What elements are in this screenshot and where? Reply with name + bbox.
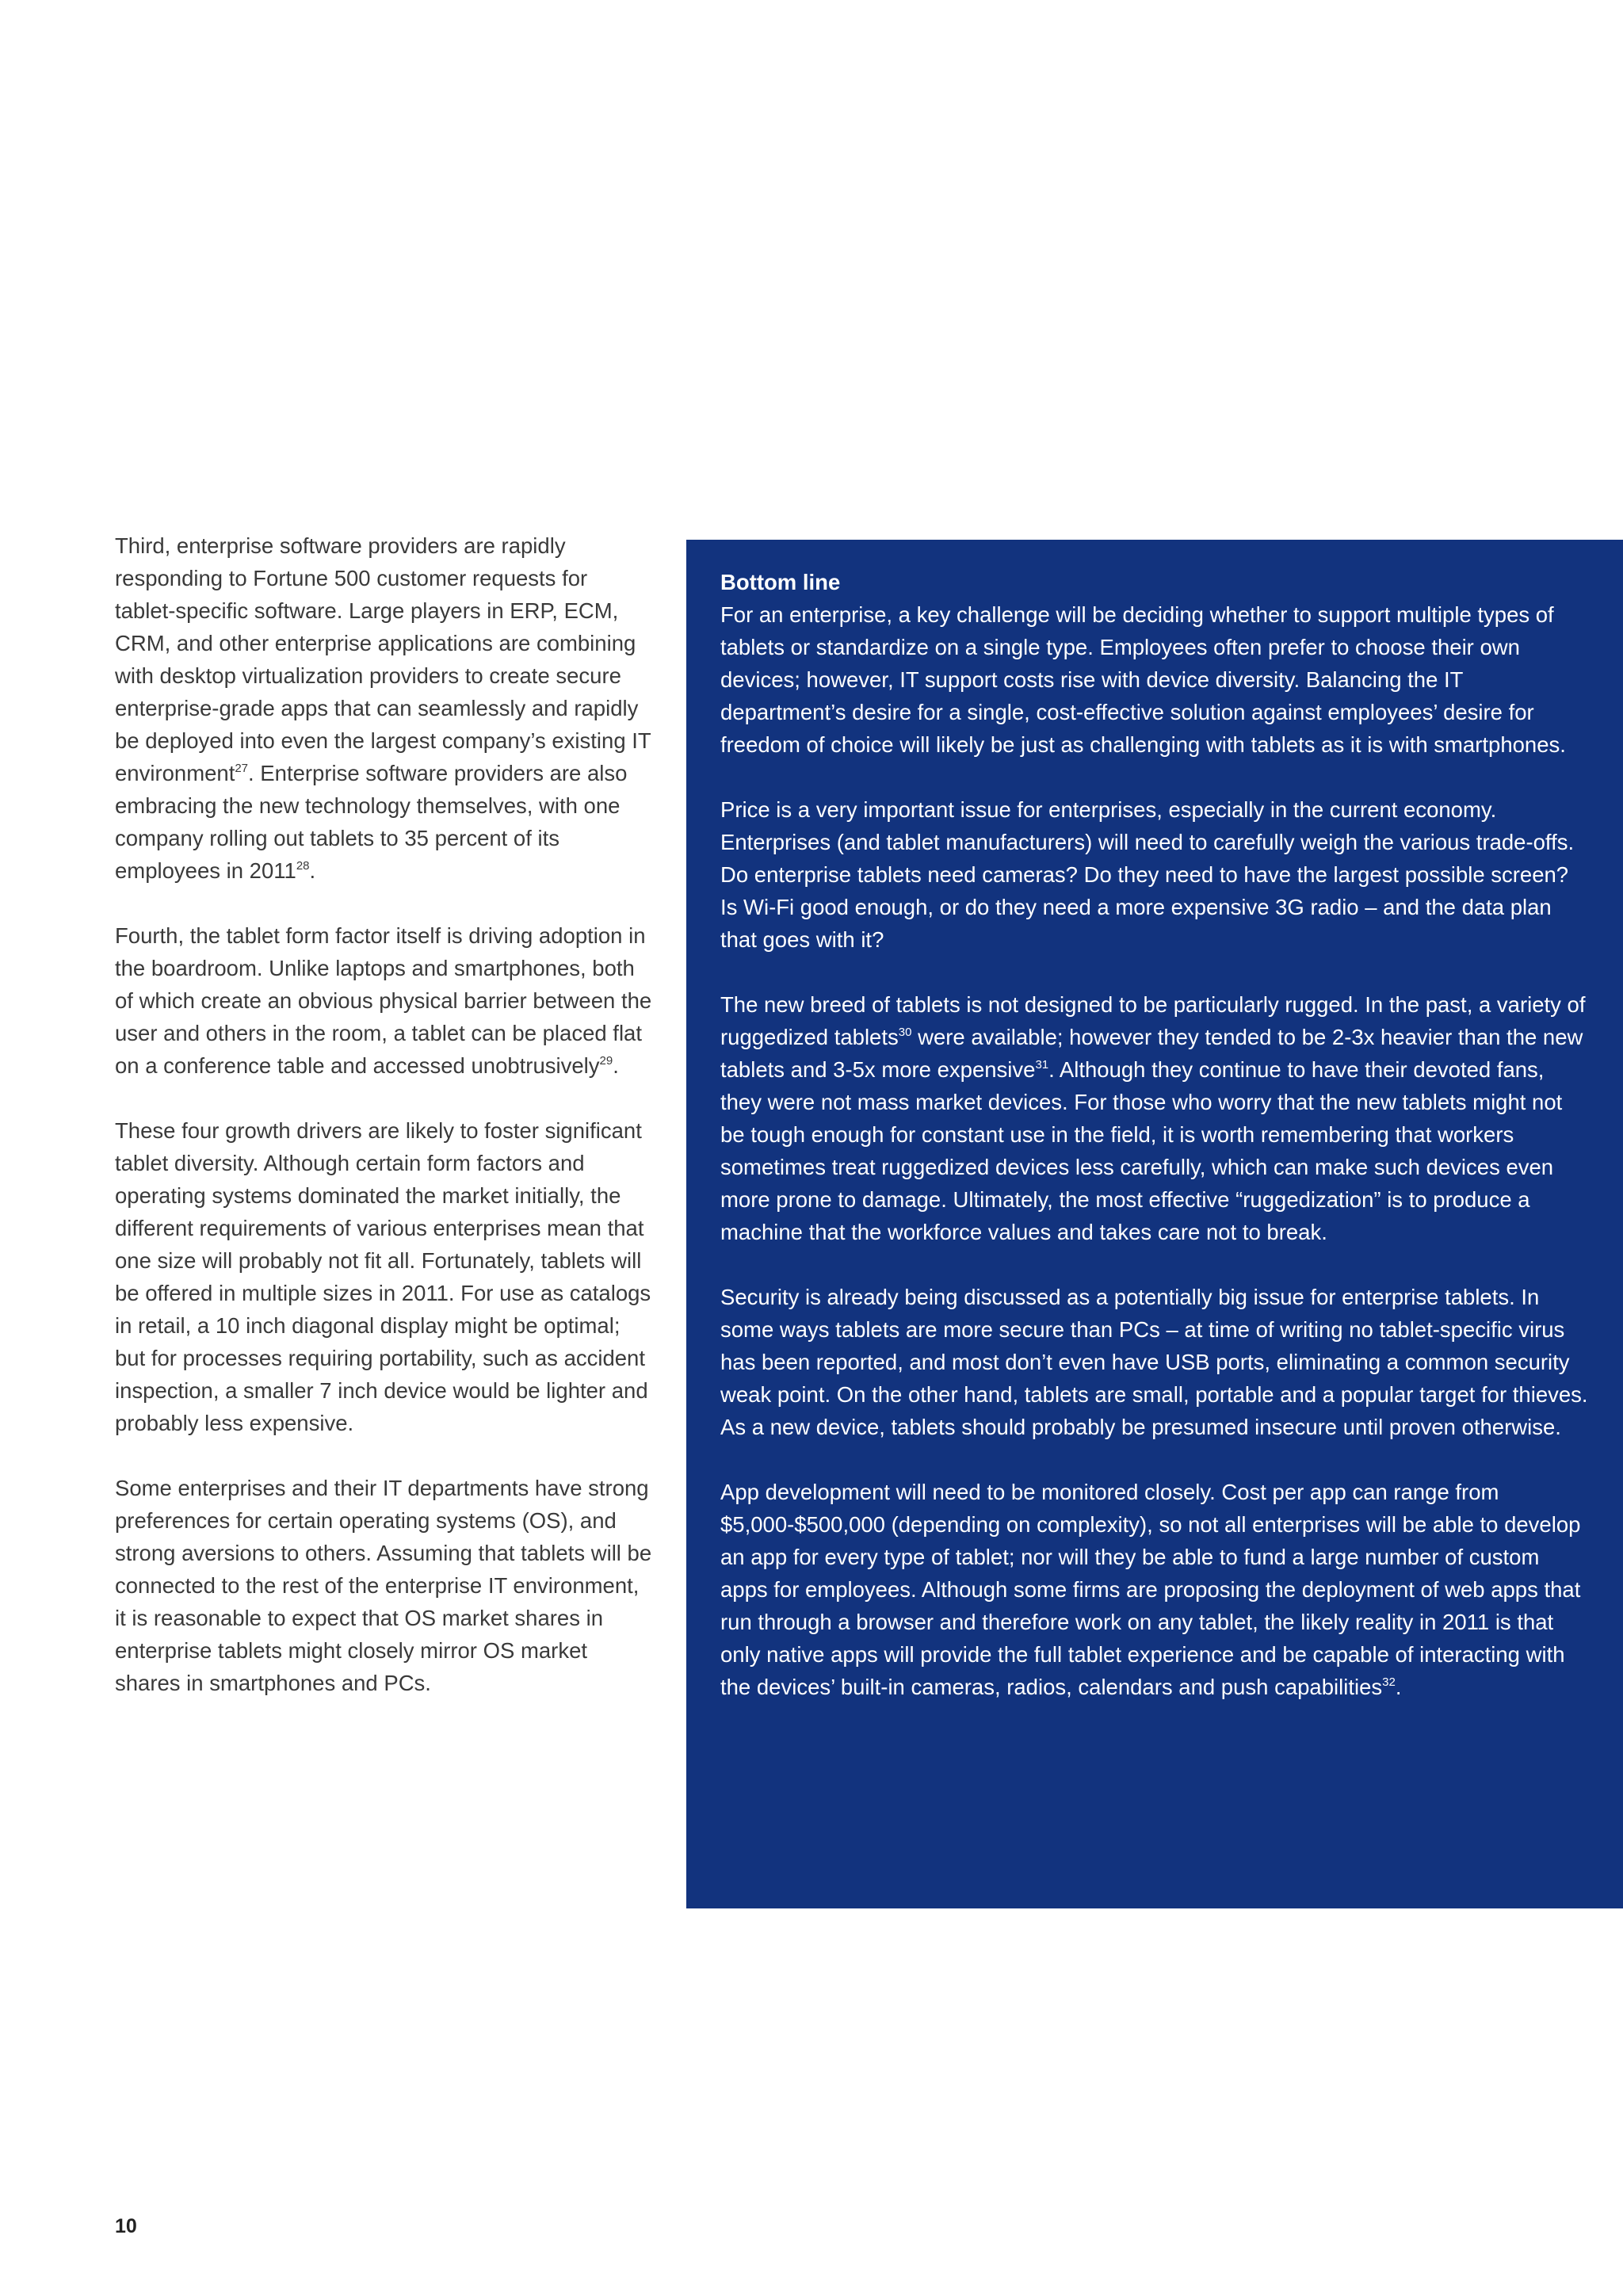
paragraph-form-factor: Fourth, the tablet form factor itself is driving adoption in the boardroom. Unlike laptops and smartphones, both of which create an obvious physical barrier between the user and others in the room, a tablet can be placed flat on a conference table and accessed unobtrusively$^{29}$. [115, 923, 652, 1078]
paragraph-enterprise-software: Third, enterprise software providers are rapidly responding to Fortune 500 customer requests for tablet-specific software. Large players in ERP, ECM, CRM, and other enterprise applications are combining with desktop virtualization providers to create secure enterprise-grade apps that can seamlessly and rapidly be deployed into even the largest company’s existing IT environment$^{27}$. Enterprise software providers are also embracing the new technology themselves, with one company rolling out tablets to 35 percent of its employees in 2011$^{28}$. [115, 533, 651, 883]
page-number: 10 [115, 2215, 137, 2237]
paragraph-operating-systems: Some enterprises and their IT departments have strong preferences for certain operating systems (OS), and strong aversions to others. Assuming that tablets will be connected to the rest of the enterprise IT environment, it is reasonable to expect that OS market shares in enterprise tablets might closely mirror OS market shares in smartphones and PCs. [115, 1476, 652, 1695]
footnote-ref-27[interactable]: 27 [235, 762, 249, 775]
bottom-line-heading: Bottom line [720, 570, 841, 594]
bottom-line-box [686, 540, 1623, 1908]
footnote-ref-31[interactable]: 31 [1035, 1058, 1049, 1072]
paragraph-key-challenge: For an enterprise, a key challenge will be deciding whether to support multiple types of tablets or standardize on a single type. Employees often prefer to choose their own devices; however, IT support costs rise with device diversity. Balancing the IT department’s desire for a single, cost-effective solution against employees’ desire for freedom of choice will likely be just as challenging with tablets as it is with smartphones. [720, 602, 1566, 757]
paragraph-growth-drivers: These four growth drivers are likely to foster significant tablet diversity. Although certain form factors and operating systems dominated the market initially, the different requirements of various enterprises mean that one size will probably not fit all. Fortunately, tablets will be offered in multiple sizes in 2011. For use as catalogs in retail, a 10 inch diagonal display might be optimal; but for processes requiring portability, such as accident inspection, a smaller 7 inch device would be lighter and probably less expensive. [115, 1118, 651, 1435]
footnote-ref-29[interactable]: 29 [599, 1054, 613, 1068]
paragraph-security: Security is already being discussed as a potentially big issue for enterprise tablets. In some ways tablets are more secure than PCs – at time of writing no tablet-specific virus has been reported, and most don’t even have USB ports, eliminating a common security weak point. On the other hand, tablets are small, portable and a popular target for thieves. As a new device, tablets should probably be presumed insecure until proven otherwise. [720, 1285, 1588, 1439]
footnote-ref-28[interactable]: 28 [296, 859, 310, 873]
paragraph-app-development: App development will need to be monitored closely. Cost per app can range from $5,000-$500,000 (depending on complexity), so not all enterprises will be able to develop an app for every type of tablet; nor will they be able to fund a large number of custom apps for employees. Although some firms are proposing the deployment of web apps that run through a browser and therefore work on any tablet, the likely reality in 2011 is that only native apps will provide the full tablet experience and be capable of interacting with the devices’ built-in cameras, radios, calendars and push capabilities$^{32}$. [720, 1480, 1581, 1699]
footnote-ref-32[interactable]: 32 [1382, 1675, 1396, 1689]
paragraph-price: Price is a very important issue for enterprises, especially in the current economy. Enterprises (and tablet manufacturers) will need to carefully weigh the various trade-offs. Do enterprise tablets need cameras? Do they need to have the largest possible screen? Is Wi-Fi good enough, or do they need a more expensive 3G radio – and the data plan that goes with it? [720, 797, 1575, 952]
footnote-ref-30[interactable]: 30 [898, 1026, 912, 1039]
paragraph-ruggedization: The new breed of tablets is not designed to be particularly rugged. In the past, a variety of ruggedized tablets$^{30}$ were available; however they tended to be 2-3x heavier than the new tablets and 3-5x more expensive$^{31}$. Although they continue to have their devoted fans, they were not mass market devices. For those who worry that the new tablets might not be tough enough for constant use in the field, it is worth remembering that workers sometimes treat ruggedized devices less carefully, which can make such devices even more prone to damage. Ultimately, the most effective “ruggedization” is to produce a machine that the workforce values and takes care not to break. [720, 992, 1586, 1244]
left-column [115, 529, 654, 1699]
